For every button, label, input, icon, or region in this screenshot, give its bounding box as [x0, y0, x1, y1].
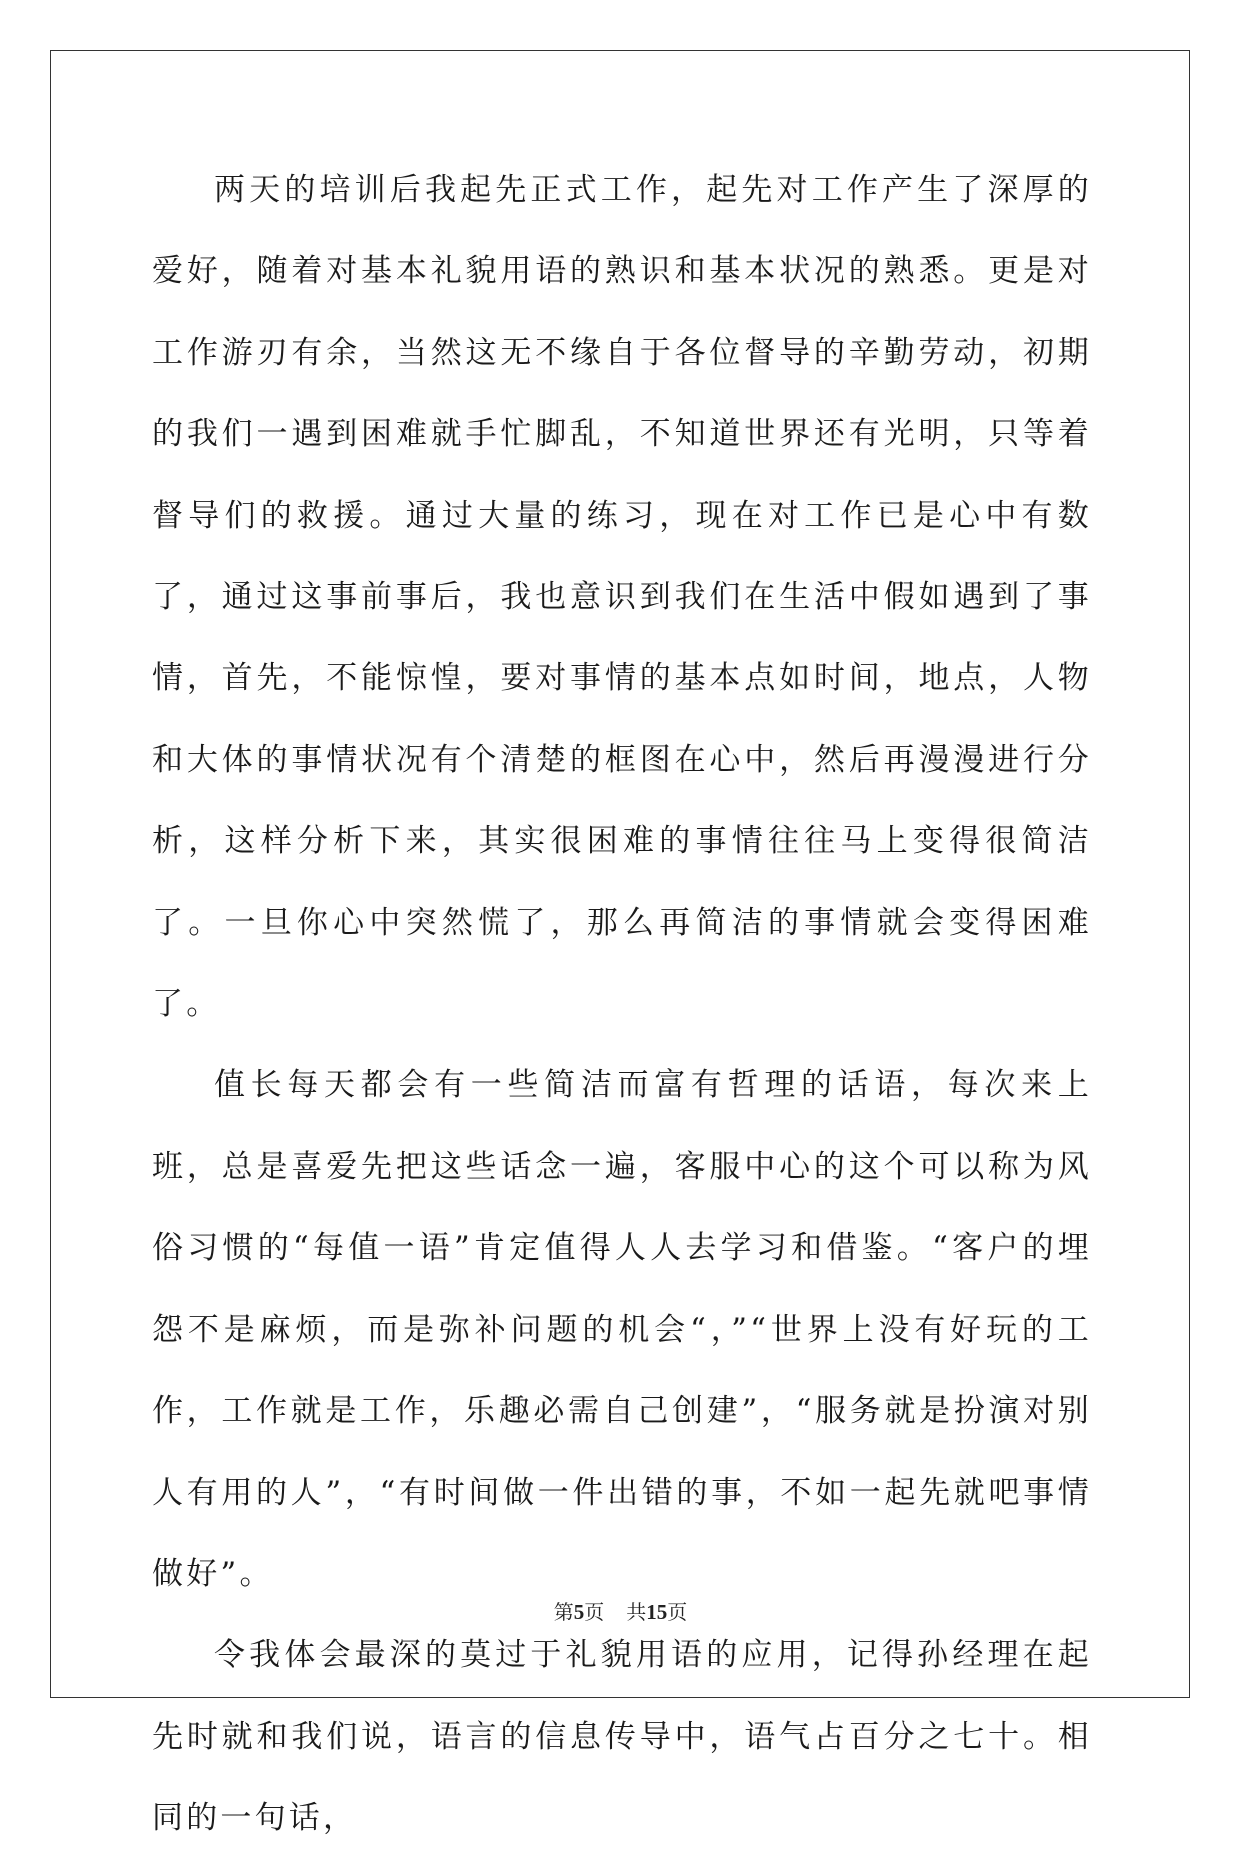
- paragraph-daily-sayings: 值长每天都会有一些简洁而富有哲理的话语，每次来上班，总是喜爱先把这些话念一遍，客服中心的这个可以称为风俗习惯的“每值一语”肯定值得人人去学习和借鉴。“客户的埋怨不是麻烦，而是弥补问题的机会“，”“世界上没有好玩的工作，工作就是工作，乐趣必需自己创建”，“服务就是扮演对别人有用的人”，“有时间做一件出错的事，不如一起先就吧事情做好”。: [152, 1067, 1092, 1592]
- total-prefix: 共: [626, 1600, 647, 1624]
- paragraph-polite-language: 令我体会最深的莫过于礼貌用语的应用，记得孙经理在起先时就和我们说，语言的信息传导中，语气占百分之七十。相同的一句话，: [152, 1637, 1092, 1837]
- total-suffix: 页: [667, 1600, 688, 1624]
- page-footer: [0, 1598, 1241, 1626]
- paragraph-training: 两天的培训后我起先正式工作，起先对工作产生了深厚的爱好，随着对基本礼貌用语的熟识和基本状况的熟悉。更是对工作游刃有余，当然这无不缘自于各位督导的辛勤劳动，初期的我们一遇到困难就手忙脚乱，不知道世界还有光明，只等着督导们的救援。通过大量的练习，现在对工作已是心中有数了，通过这事前事后，我也意识到我们在生活中假如遇到了事情，首先，不能惊惶，要对事情的基本点如时间，地点，人物和大体的事情状况有个清楚的框图在心中，然后再漫漫进行分析，这样分析下来，其实很困难的事情往往马上变得很简洁了。一旦你心中突然慌了，那么再简洁的事情就会变得困难了。: [152, 172, 1092, 1023]
- page-suffix: 页: [584, 1600, 605, 1624]
- current-page-number: 5: [573, 1600, 585, 1624]
- page-prefix: 第: [553, 1600, 574, 1624]
- total-pages-number: 15: [646, 1600, 668, 1624]
